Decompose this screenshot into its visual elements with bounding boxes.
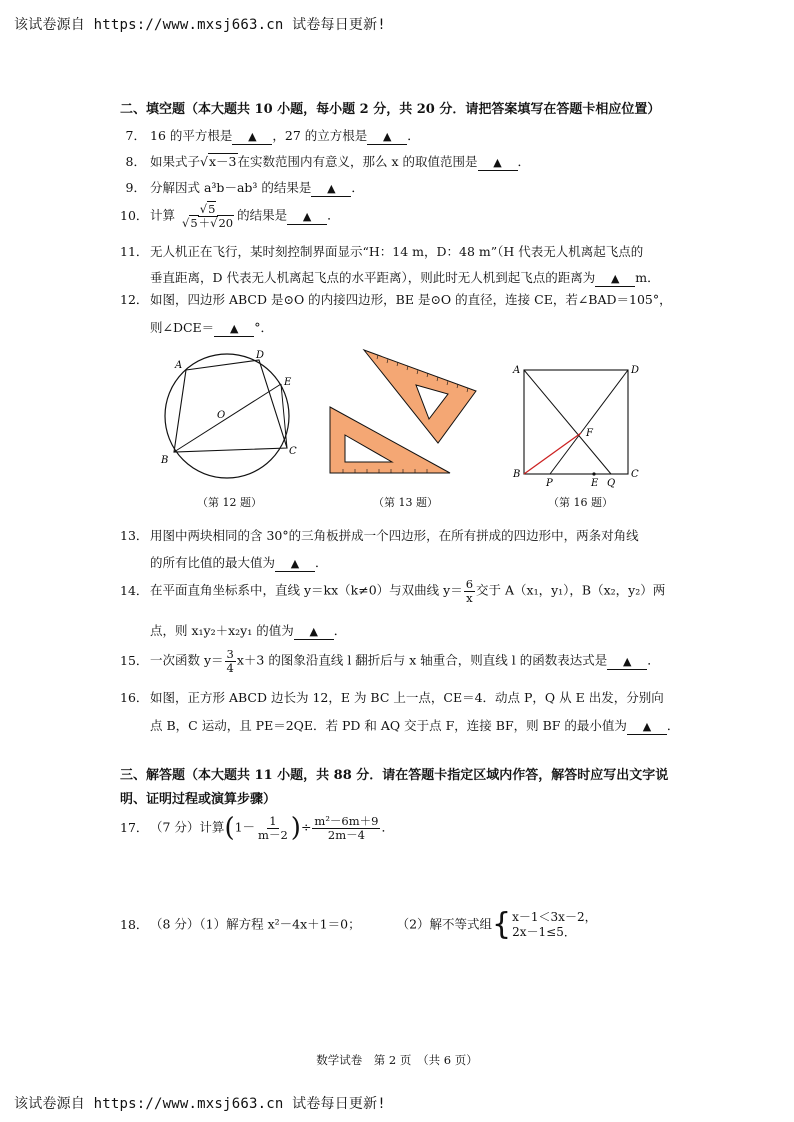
label-d: D [631,365,640,376]
square-abcd [524,370,628,474]
question-16-line2: 点 B，C 运动，且 PE＝2QE．若 PD 和 AQ 交于点 F，连接 BF，则 BF 的最小值为 ▲ ． [150,718,680,733]
question-8: 8． 如果式子√x－3在实数范围内有意义，那么 x 的取值范围是 ▲ ． [125,154,531,169]
label-o: O [217,410,226,421]
figure-12-circle-diagram [155,348,305,488]
answer-blank: ▲ [311,182,351,197]
label-q: Q [607,478,616,488]
segment-aq [524,370,611,474]
label-d: D [256,350,265,361]
figure-12-caption: （第 12 题） [197,496,262,509]
question-13: 13． 用图中两块相同的含 30°的三角板拼成一个四边形，在所有拼成的四边形中，两条对角线 [120,528,639,543]
label-f: F [586,428,593,439]
question-9: 9． 分解因式 a³b－ab³ 的结果是 ▲ ． [125,180,364,195]
label-c: C [631,469,639,480]
answer-blank: ▲ [627,720,667,735]
set-square-upper [364,350,476,443]
label-a: A [175,360,183,371]
label-b: B [513,469,521,480]
answer-blank: ▲ [367,130,407,145]
label-e: E [284,377,292,388]
question-12: 12． 如图，四边形 ABCD 是⊙O 的内接四边形，BE 是⊙O 的直径，连接 CE，若∠BAD＝105°， [120,292,672,307]
source-watermark-bottom: 该试卷源自 https://www.mxsj663.cn 试卷每日更新! [14,1096,386,1112]
point-e [592,472,595,475]
fraction: $\frac{1}{m-2}$ [258,814,288,842]
answer-blank: ▲ [232,130,272,145]
question-12-line2: 则∠DCE＝ ▲ °． [150,320,273,335]
question-11: 11． 无人机正在飞行，某时刻控制界面显示“H：14 m，D：48 m”（H 代表无人机离起飞点的 [120,244,644,259]
quadrilateral-abcd [174,360,287,452]
circle-o [165,354,289,478]
question-17: 17． （7 分）计算(1－ $\frac{1}{m-2}$ )÷ $\frac{\text{m²－6m＋9}}{2m-4}$ ． [120,813,394,844]
question-11-line2: 垂直距离，D 代表无人机离起飞点的水平距离），则此时无人机到起飞点的距离为 ▲ m． [150,270,660,285]
figure-13-set-squares [328,345,478,485]
segment-pd [550,370,628,474]
question-7: 7． 16 的平方根是 ▲ ，27 的立方根是 ▲ ． [125,128,420,143]
question-18: 18． （8 分）（1）解方程 x²－4x＋1＝0； （2）解不等式组 { x－1＜3x－2， 2x－1≤5． [120,907,597,942]
question-15: 15． 一次函数 y＝ $\frac{3}{4}$ x＋3 的图象沿直线 l 翻折后与 x 轴重合，则直线 l 的函数表达式是 ▲ ． [120,647,660,675]
label-c: C [289,446,297,457]
fraction: $\frac{\text{m²－6m＋9}}{2m-4}$ [314,814,379,842]
figure-13-caption: （第 13 题） [373,496,438,509]
answer-blank: ▲ [607,655,647,670]
answer-blank: ▲ [595,272,635,287]
answer-blank: ▲ [287,210,327,225]
source-watermark-top: 该试卷源自 https://www.mxsj663.cn 试卷每日更新! [14,17,386,33]
section-2-title: 二、填空题（本大题共 10 小题，每小题 2 分，共 20 分．请把答案填写在答题卡相应位置） [120,102,661,117]
question-10: 10． 计算 $\frac{√5}{√5+√20}$ 的结果是 ▲ ． [120,202,340,230]
section-3-title: 三、解答题（本大题共 11 小题，共 88 分．请在答题卡指定区域内作答，解答时应写出文字说 [120,768,669,783]
question-16: 16． 如图，正方形 ABCD 边长为 12，E 为 BC 上一点，CE＝4．动点 P，Q 从 E 出发，分别向 [120,690,664,705]
fraction: $\frac{3}{4}$ [226,647,234,675]
question-13-line2: 的所有比值的最大值为 ▲ ． [150,555,328,570]
label-e: E [591,478,599,488]
answer-blank: ▲ [478,156,518,171]
question-14-line2: 点，则 x₁y₂＋x₂y₁ 的值为 ▲ ． [150,623,347,638]
answer-blank: ▲ [275,557,315,572]
fraction: $\frac{√5}{√5+√20}$ [182,202,234,230]
answer-blank: ▲ [294,625,334,640]
question-14: 14． 在平面直角坐标系中，直线 y＝kx（k≠0）与双曲线 y＝ $\frac{6}{x}$ 交于 A（x₁，y₁），B（x₂，y₂）两 [120,577,666,605]
page-footer: 数学试卷 第 2 页 （共 6 页） [316,1053,478,1067]
figure-16-square-diagram [508,356,648,488]
fraction: $\frac{6}{x}$ [465,577,474,605]
figure-16-caption: （第 16 题） [548,496,613,509]
diameter-be [174,384,281,452]
answer-blank: ▲ [214,322,254,337]
inequality-system: { x－1＜3x－2， 2x－1≤5． [492,907,597,942]
label-a: A [513,365,521,376]
label-b: B [161,455,169,466]
segment-bf-red [524,433,581,474]
label-p: P [546,478,553,488]
section-3-title-cont: 明、证明过程或演算步骤） [120,792,277,807]
